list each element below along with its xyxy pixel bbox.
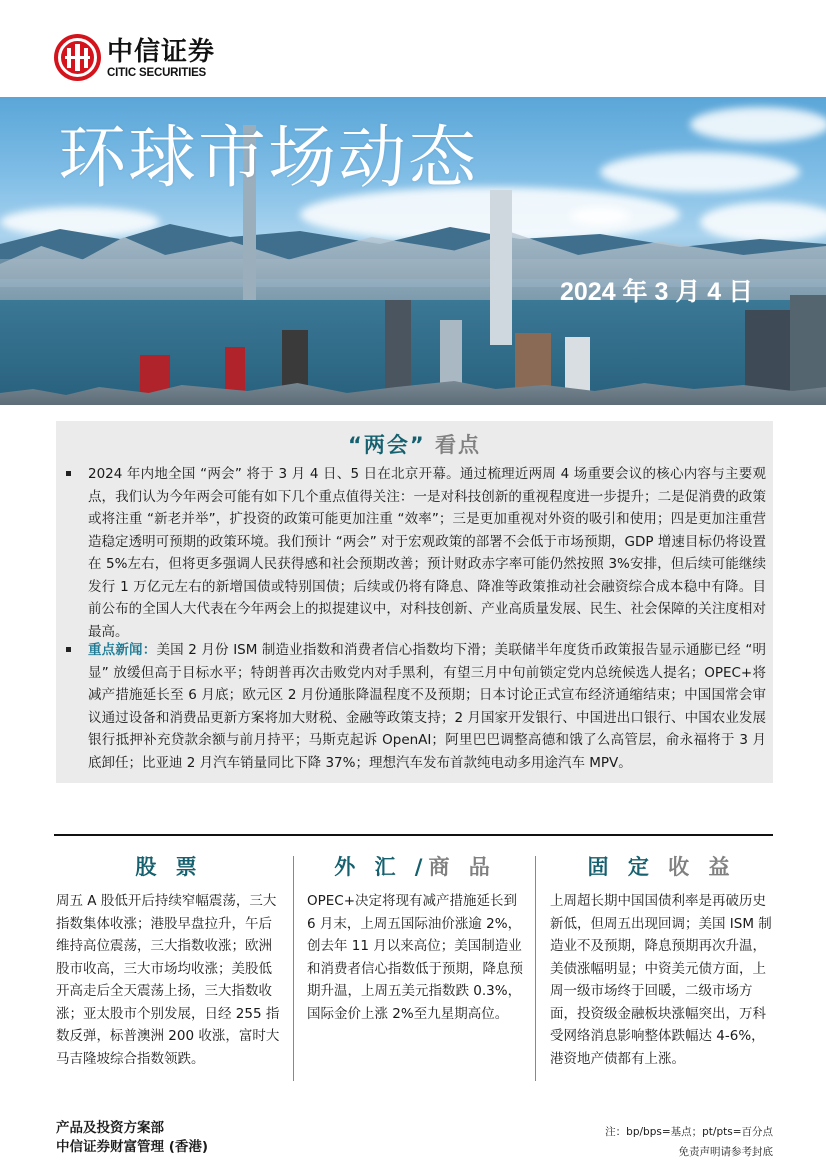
column-fixed-income [550,852,773,1070]
column-separator [535,856,536,1081]
key-news-label: 重点新闻： [88,642,157,658]
bullet-icon [66,471,71,476]
logo-en-text: CITIC SECURITIES [107,66,207,79]
footer-disclaimer: 免责声明请参考封底 [678,1146,773,1158]
two-sessions-highlight-box [56,421,773,783]
column-text-fx-commodities: OPEC+决定将现有减产措施延长到 6 月末，上周五国际油价涨逾 2%，创去年 11 月以来高位；美国制造业和消费者信心指数低于预期，降息预期升温，上周五美元指数跌 0.3%，国际金价上涨 2%至九星期高位。 [307,893,523,1022]
footer-notes [605,1122,773,1162]
logo-cn-text: 中信证券 [107,36,216,67]
column-equities [56,852,282,1070]
bullet-icon [66,647,71,652]
column-title-equities: 股 票 [135,855,203,879]
footer-abbrev-note: 注：bp/bps=基点；pt/pts=百分点 [605,1126,773,1138]
bullet-text: 2024 年内地全国 “两会” 将于 3 月 4 日、5 日在北京开幕。通过梳理近两周 4 场重要会议的核心内容与主要观点，我们认为今年两会可能有如下几个重点值得关注：一是对科技创新的重视程度进一步提升；二是促消费的政策或将注重 “新老并举”，扩投资的政策可能更加注重 “效率”；三是更加重视对外资的吸引和使用；四是更加注重营造稳定透明可预期的政策环境。我们预计 “两会” 对于宏观政策的部署不会低于市场预期，GDP 增速目标仍将设置在 5%左右，但将更多强调人民获得感和社会预期改善；预计财政赤字率可能仍然按照 3%安排，但后续可能继续发行 1 万亿元左右的新增国债或特别国债；后续或仍将有降息、降准等政策推动社会融资综合成本稳中有降。目前公布的全国人大代表在今年两会上的拟提建议中，对科技创新、产业高质量发展、民生、社会保障的关注度相对最高。 [88,466,766,640]
column-title-fx-commodities: 外 汇 /商 品 [334,855,496,879]
footer-company: 中信证券财富管理 (香港) [56,1139,209,1155]
footer-dept: 产品及投资方案部 [56,1120,164,1136]
footer-issuer [56,1119,208,1157]
bullet-two-sessions [66,463,766,643]
report-date: 2024 年 3 月 4 日 [560,278,754,306]
section-divider [54,834,773,836]
box-title-sub: 看点 [434,433,481,457]
box-title-main: “两会” [348,433,426,457]
column-title-fixed-income: 固 定 收 益 [587,855,736,879]
key-news-text: 美国 2 月份 ISM 制造业指数和消费者信心指数均下滑；美联储半年度货币政策报告显示通膨已经 “明显” 放缓但高于目标水平；特朗普再次击败党内对手黑利，有望三月中旬前锁定党内总统候选人提名；OPEC+将减产措施延长至 6 月底；欧元区 2 月份通胀降温程度不及预期；日本讨论正式宣布经济通缩结束；中国国常会审议通过设备和消费品更新方案将加大财税、金融等政策支持；2 月国家开发银行、中国进出口银行、中国农业发展银行抵押补充贷款余额与前月持平；马斯克起诉 OpenAI；阿里巴巴调整高德和饿了么高管层，俞永福将于 3 月底卸任；比亚迪 2 月汽车销量同比下降 37%；理想汽车发布首款纯电动多用途汽车 MPV。 [88,642,766,771]
citic-logo-icon [54,34,101,81]
box-title [56,429,773,459]
bullet-key-news [66,639,766,774]
banner-title: 环球市场动态 [58,119,479,198]
column-separator [293,856,294,1081]
citic-logo [54,34,215,81]
hero-banner [0,97,826,405]
column-fx-commodities [307,852,523,1025]
column-text-equities: 周五 A 股低开后持续窄幅震荡，三大指数集体收涨；港股早盘拉升，午后维持高位震荡，三大指数收涨；欧洲股市收高，三大市场均收涨；美股低开高走后全天震荡上扬，三大指数收涨；亚太股市个别发展，日经 255 指数反弹，标普澳洲 200 收涨，富时大马吉隆坡综合指数领跌。 [56,893,280,1067]
column-text-fixed-income: 上周超长期中国国债利率是再破历史新低，但周五出现回调；美国 ISM 制造业不及预期，降息预期再次升温，美债涨幅明显；中资美元债方面，上周一级市场终于回暖，二级市场方面，投资级金融板块涨幅突出，万科受网络消息影响整体跌幅达 4-6%，港资地产债都有上涨。 [550,893,772,1067]
